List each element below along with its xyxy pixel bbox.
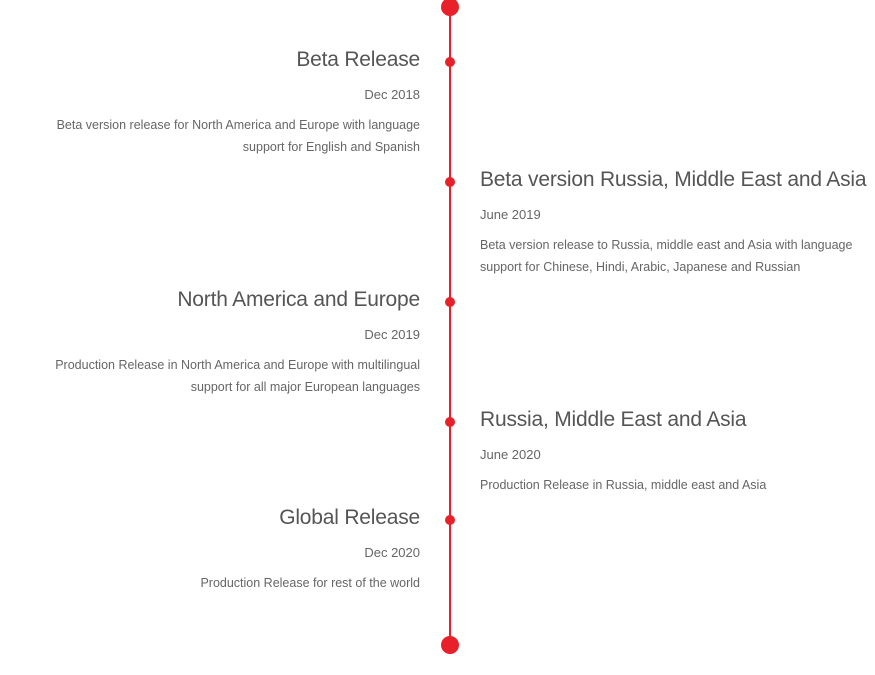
event-date: Dec 2018 (364, 87, 420, 102)
event-description: Production Release in Russia, middle east and Asia (480, 478, 767, 492)
milestone-marker (445, 515, 455, 525)
event-description: Beta version release to Russia, middle east and Asia with language support for Chinese, Hindi, Arabic, Japanese and Russian (480, 238, 853, 274)
event-title: North America and Europe (177, 288, 420, 311)
event-title: Global Release (279, 506, 420, 529)
event-title: Russia, Middle East and Asia (480, 408, 747, 431)
event-date: Dec 2019 (364, 327, 420, 342)
milestone-marker (445, 297, 455, 307)
timeline-event (20, 286, 420, 398)
timeline-axis-line (449, 0, 451, 645)
milestone-marker (445, 177, 455, 187)
event-title: Beta version Russia, Middle East and Asia (480, 168, 867, 191)
timeline-start-marker (441, 0, 459, 16)
event-date: June 2019 (480, 207, 541, 222)
timeline-event (480, 166, 870, 278)
milestone-marker (445, 57, 455, 67)
timeline-event (20, 46, 420, 158)
timeline-end-marker (441, 636, 459, 654)
event-title: Beta Release (296, 48, 420, 71)
event-date: June 2020 (480, 447, 541, 462)
event-description: Production Release in North America and Europe with multilingual support for all major European languages (55, 358, 420, 394)
event-date: Dec 2020 (364, 545, 420, 560)
timeline-event (480, 406, 870, 496)
event-description: Beta version release for North America and Europe with language support for English and Spanish (56, 118, 420, 154)
event-description: Production Release for rest of the world (200, 576, 420, 590)
milestone-marker (445, 417, 455, 427)
timeline-event (20, 504, 420, 594)
